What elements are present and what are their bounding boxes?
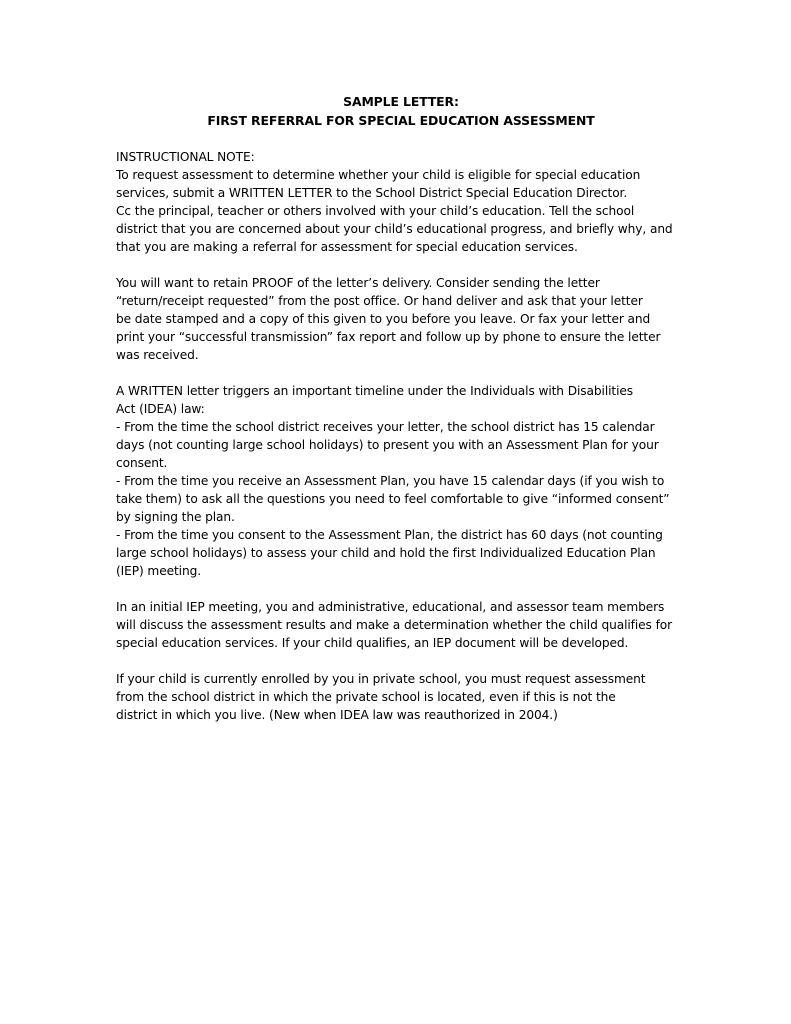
- iep-line-3: special education services. If your child qualifies, an IEP document will be developed.: [116, 636, 629, 650]
- proof-line-5: was received.: [116, 348, 199, 362]
- timeline-line-10: large school holidays) to assess your child and hold the first Individualized Education Plan: [116, 546, 656, 560]
- private-school-line-2: from the school district in which the private school is located, even if this is not the: [116, 690, 616, 704]
- instructional-note-line-5: that you are making a referral for assessment for special education services.: [116, 240, 578, 254]
- proof-line-4: print your “successful transmission” fax report and follow up by phone to ensure the letter: [116, 330, 661, 344]
- iep-line-1: In an initial IEP meeting, you and administrative, educational, and assessor team members: [116, 600, 665, 614]
- timeline-line-3: - From the time the school district receives your letter, the school district has 15 calendar: [116, 420, 655, 434]
- private-school-line-1: If your child is currently enrolled by you in private school, you must request assessment: [116, 672, 646, 686]
- timeline-line-8: by signing the plan.: [116, 510, 235, 524]
- timeline-line-9: - From the time you consent to the Assessment Plan, the district has 60 days (not counting: [116, 528, 663, 542]
- document-title: [116, 93, 686, 130]
- spacer: [116, 652, 686, 670]
- timeline-line-7: take them) to ask all the questions you need to feel comfortable to give “informed consent”: [116, 492, 670, 506]
- timeline-line-2: Act (IDEA) law:: [116, 402, 205, 416]
- instructional-note-line-3: Cc the principal, teacher or others involved with your child’s education. Tell the school: [116, 204, 635, 218]
- proof-line-2: “return/receipt requested” from the post office. Or hand deliver and ask that your letter: [116, 294, 643, 308]
- private-school-paragraph: [116, 670, 686, 724]
- instructional-note-line-4: district that you are concerned about your child’s educational progress, and briefly why, and: [116, 222, 673, 236]
- instructional-note-heading: INSTRUCTIONAL NOTE:: [116, 150, 255, 164]
- letter-content: [116, 93, 686, 724]
- timeline-line-5: consent.: [116, 456, 168, 470]
- proof-line-3: be date stamped and a copy of this given to you before you leave. Or fax your letter and: [116, 312, 651, 326]
- timeline-paragraph: [116, 382, 686, 580]
- timeline-line-6: - From the time you receive an Assessment Plan, you have 15 calendar days (if you wish to: [116, 474, 665, 488]
- proof-line-1: You will want to retain PROOF of the letter’s delivery. Consider sending the letter: [116, 276, 600, 290]
- spacer: [116, 580, 686, 598]
- title-line-1: SAMPLE LETTER:: [343, 94, 459, 109]
- iep-line-2: will discuss the assessment results and make a determination whether the child qualifies for: [116, 618, 673, 632]
- spacer: [116, 364, 686, 382]
- private-school-line-3: district in which you live. (New when IDEA law was reauthorized in 2004.): [116, 708, 558, 722]
- spacer: [116, 130, 686, 148]
- timeline-line-11: (IEP) meeting.: [116, 564, 201, 578]
- instructional-note-line-1: To request assessment to determine whether your child is eligible for special education: [116, 168, 641, 182]
- proof-paragraph: [116, 274, 686, 364]
- instructional-note-paragraph: [116, 148, 686, 256]
- title-line-2: FIRST REFERRAL FOR SPECIAL EDUCATION ASSESSMENT: [207, 112, 595, 128]
- iep-paragraph: [116, 598, 686, 652]
- timeline-line-4: days (not counting large school holidays) to present you with an Assessment Plan for your: [116, 438, 659, 452]
- timeline-line-1: A WRITTEN letter triggers an important timeline under the Individuals with Disabilities: [116, 384, 633, 398]
- instructional-note-line-2: services, submit a WRITTEN LETTER to the School District Special Education Director.: [116, 186, 628, 200]
- spacer: [116, 256, 686, 274]
